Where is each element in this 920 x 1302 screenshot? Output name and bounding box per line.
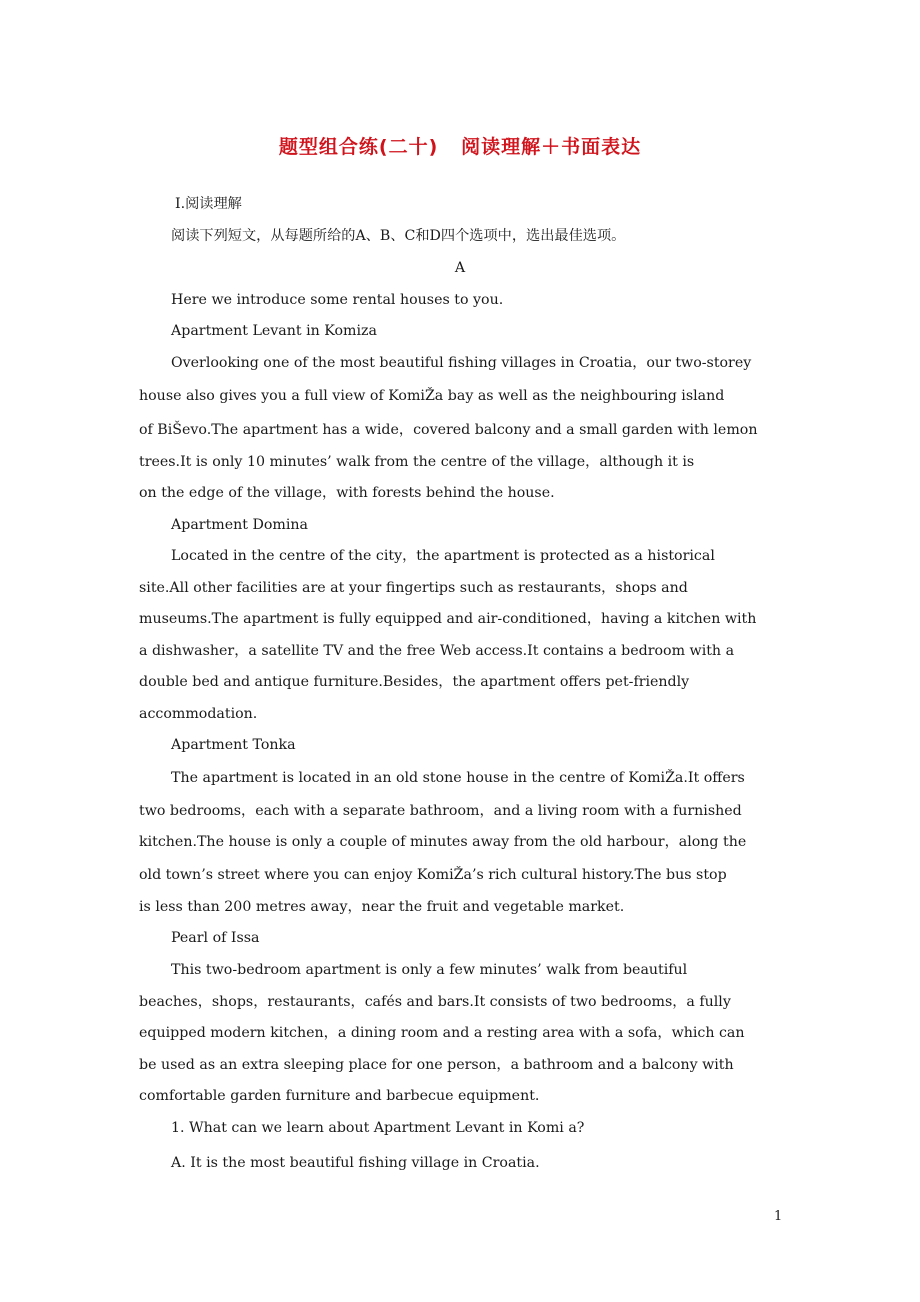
paragraph-line: Located in the centre of the city，the apartment is protected as a historical [171, 548, 715, 564]
paragraph-line: two bedrooms，each with a separate bathroom，and a living room with a furnished [139, 803, 742, 819]
page-title: 题型组合练(二十) 阅读理解＋书面表达 [278, 136, 642, 158]
paragraph-line: is less than 200 metres away，near the fruit and vegetable market. [139, 899, 625, 915]
paragraph-line: old town’s street where you can enjoy KomiŽa’s rich cultural history.The bus stop [139, 867, 727, 883]
paragraph-line: museums.The apartment is fully equipped and air-conditioned，having a kitchen with [139, 611, 757, 627]
paragraph-line: This two-bedroom apartment is only a few minutes’ walk from beautiful [171, 962, 688, 978]
paragraph-line: a dishwasher，a satellite TV and the free Web access.It contains a bedroom with a [139, 643, 735, 659]
paragraph-line: Overlooking one of the most beautiful fishing villages in Croatia，our two-storey [171, 355, 752, 371]
paragraph-line: accommodation. [139, 706, 258, 722]
paragraph-line: house also gives you a full view of KomiŽa bay as well as the neighbouring island [139, 388, 725, 404]
paragraph-line: equipped modern kitchen，a dining room and a resting area with a sofa，which can [139, 1025, 745, 1041]
paragraph-line: comfortable garden furniture and barbecue equipment. [139, 1088, 540, 1104]
apartment-heading: Apartment Tonka [171, 737, 296, 753]
paragraph-line: trees.It is only 10 minutes’ walk from the centre of the village，although it is [139, 454, 695, 470]
paragraph-line: The apartment is located in an old stone house in the centre of KomiŽa.It offers [171, 770, 745, 786]
passage-intro: Here we introduce some rental houses to you. [171, 292, 504, 308]
section-instruction: 阅读下列短文，从每题所给的A、B、C和D四个选项中，选出最佳选项。 [171, 228, 626, 244]
apartment-heading: Pearl of Issa [171, 930, 260, 946]
paragraph-line: of BiŠevo.The apartment has a wide，covered balcony and a small garden with lemon [139, 422, 758, 438]
question-option: A. It is the most beautiful fishing village in Croatia. [171, 1155, 540, 1171]
paragraph-line: kitchen.The house is only a couple of minutes away from the old harbour，along the [139, 834, 747, 850]
paragraph-line: site.All other facilities are at your fingertips such as restaurants，shops and [139, 580, 688, 596]
apartment-heading: Apartment Domina [171, 517, 308, 533]
paragraph-line: be used as an extra sleeping place for one person，a bathroom and a balcony with [139, 1057, 734, 1073]
page-number: 1 [774, 1209, 783, 1224]
apartment-heading: Apartment Levant in Komiza [171, 323, 377, 339]
paragraph-line: double bed and antique furniture.Besides，the apartment offers pet-friendly [139, 674, 690, 690]
question-stem: 1. What can we learn about Apartment Levant in Komi a? [171, 1120, 585, 1136]
section-heading: Ⅰ.阅读理解 [175, 196, 242, 212]
passage-letter: A [454, 260, 466, 276]
paragraph-line: on the edge of the village，with forests behind the house. [139, 485, 555, 501]
paragraph-line: beaches，shops，restaurants，cafés and bars.It consists of two bedrooms，a fully [139, 994, 731, 1010]
